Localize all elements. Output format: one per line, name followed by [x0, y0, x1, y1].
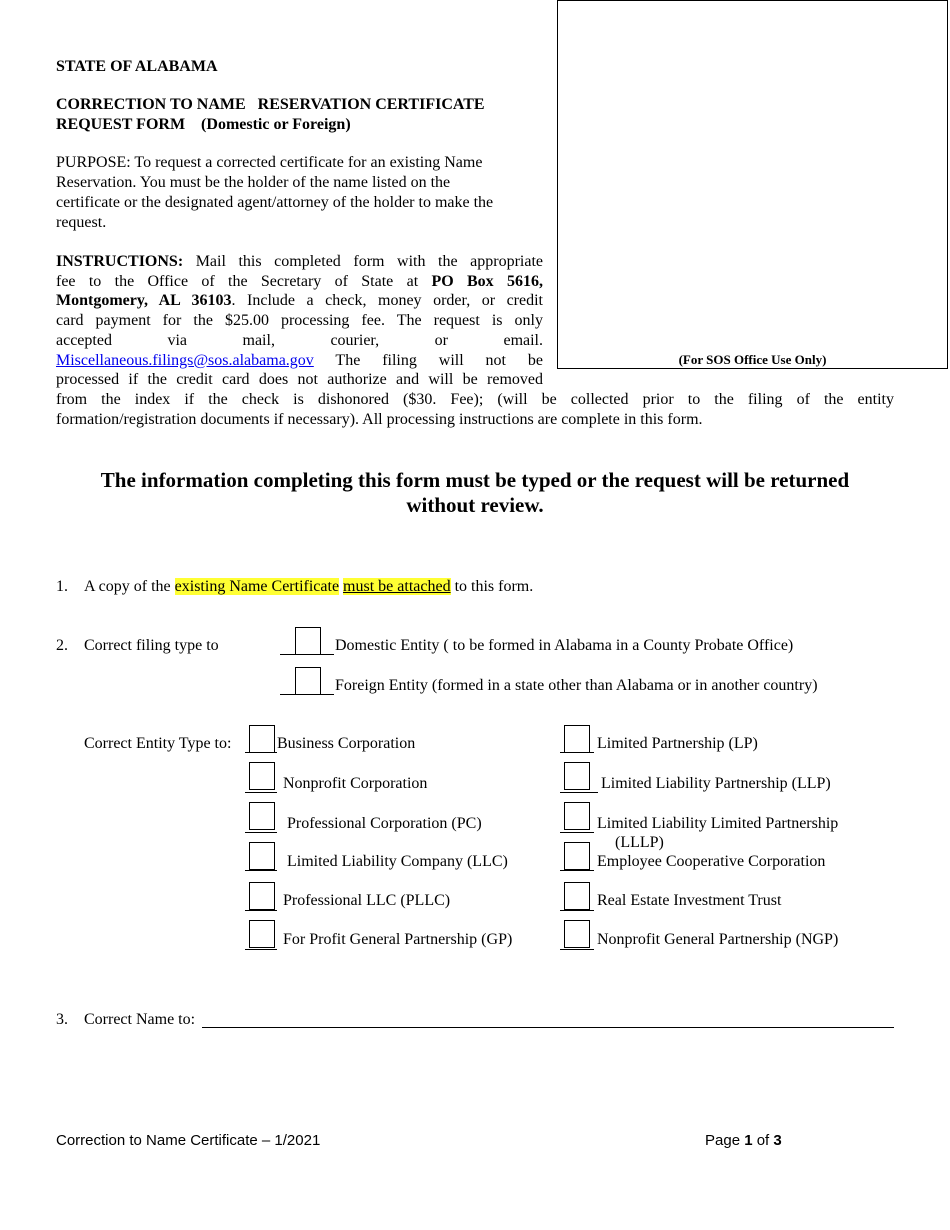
page-indicator: [705, 1131, 782, 1151]
must-be-attached-highlight: must be attached: [343, 578, 451, 595]
purpose-line: PURPOSE: To request a corrected certificate for an existing Name: [56, 154, 483, 171]
correct-name-label: Correct Name to:: [84, 1011, 196, 1028]
instructions-text: formation/registration documents if necessary). All processing instructions are complete in this form.: [56, 410, 703, 428]
instructions-text: from the index if the check is dishonored ($30. Fee); (will be collected prior to the filing of the entity: [56, 390, 894, 408]
instructions-text: fee to the Office of the Secretary of State at: [56, 272, 419, 290]
item-1-number: 1.: [56, 578, 68, 595]
reit-checkbox[interactable]: [564, 882, 590, 910]
nonprofit-corporation-checkbox[interactable]: [249, 762, 275, 790]
correct-name-underline: [202, 1027, 894, 1028]
blank-underline: [560, 832, 594, 833]
purpose-line: request.: [56, 214, 107, 231]
professional-corporation-checkbox[interactable]: [249, 802, 275, 830]
item-3-number: 3.: [56, 1011, 68, 1028]
blank-underline: [560, 870, 594, 871]
page-of: of: [752, 1132, 774, 1149]
item-1-pre: A copy of the: [84, 578, 171, 595]
blank-underline: [245, 792, 277, 793]
blank-underline: [560, 792, 598, 793]
nonprofit-corporation-label: Nonprofit Corporation: [283, 775, 428, 792]
nonprofit-general-partnership-checkbox[interactable]: [564, 920, 590, 948]
general-partnership-label: For Profit General Partnership (GP): [283, 931, 513, 948]
item-2-label: Correct filing type to: [84, 637, 219, 654]
employee-cooperative-checkbox[interactable]: [564, 842, 590, 870]
purpose-paragraph: [56, 153, 526, 233]
instructions-text: card payment for the $25.00 processing fee. The request is only: [56, 312, 543, 330]
foreign-entity-checkbox[interactable]: [295, 667, 321, 695]
footer-form-id: Correction to Name Certificate – 1/2021: [56, 1132, 321, 1149]
address-po-box: PO Box 5616,: [431, 272, 544, 290]
professional-corporation-label: Professional Corporation (PC): [287, 815, 482, 832]
domestic-entity-checkbox[interactable]: [295, 627, 321, 655]
blank-underline: [560, 910, 594, 911]
state-heading: STATE OF ALABAMA: [56, 58, 218, 75]
item-2-number: 2.: [56, 637, 68, 654]
address-city: Montgomery, AL 36103: [56, 292, 232, 310]
form-title-line1: CORRECTION TO NAME RESERVATION CERTIFICATE: [56, 96, 485, 113]
foreign-entity-label: Foreign Entity (formed in a state other than Alabama or in another country): [335, 677, 818, 694]
employee-cooperative-label: Employee Cooperative Corporation: [597, 853, 826, 870]
entity-type-label: Correct Entity Type to:: [84, 735, 232, 752]
business-corporation-label: Business Corporation: [277, 735, 416, 752]
instructions-text: accepted via mail, courier, or email.: [56, 331, 543, 349]
lllp-abbrev: (LLLP): [615, 834, 664, 851]
limited-partnership-label: Limited Partnership (LP): [597, 735, 758, 752]
instructions-text: The filing will not be: [335, 351, 543, 369]
limited-partnership-checkbox[interactable]: [564, 725, 590, 753]
reit-label: Real Estate Investment Trust: [597, 892, 782, 909]
business-corporation-checkbox[interactable]: [249, 725, 275, 753]
lllp-checkbox[interactable]: [564, 802, 590, 830]
lllp-label: Limited Liability Limited Partnership: [597, 815, 839, 832]
instructions-text: . Include a check, money order, or credit: [231, 292, 544, 310]
typed-notice-line: without review.: [406, 493, 544, 517]
page-total: 3: [773, 1132, 782, 1149]
item-1-post: to this form.: [454, 578, 534, 595]
purpose-line: Reservation. You must be the holder of the name listed on the: [56, 174, 451, 191]
instructions-paragraph: [56, 252, 894, 429]
item-1-text: [84, 577, 533, 597]
pllc-label: Professional LLC (PLLC): [283, 892, 451, 909]
domestic-entity-label: Domestic Entity ( to be formed in Alabama in a County Probate Office): [335, 637, 794, 654]
blank-underline: [245, 870, 277, 871]
llp-label: Limited Liability Partnership (LLP): [601, 775, 831, 792]
nonprofit-general-partnership-label: Nonprofit General Partnership (NGP): [597, 931, 839, 948]
blank-underline: [245, 832, 277, 833]
instructions-label: INSTRUCTIONS:: [56, 253, 184, 270]
page-number: 1: [744, 1132, 753, 1149]
email-link[interactable]: Miscellaneous.filings@sos.alabama.gov: [56, 351, 314, 369]
llc-checkbox[interactable]: [249, 842, 275, 870]
llc-label: Limited Liability Company (LLC): [287, 853, 508, 870]
instructions-text: processed if the credit card does not authorize and will be removed: [56, 371, 543, 389]
correct-name-field[interactable]: [204, 1010, 892, 1027]
blank-underline: [245, 910, 277, 911]
form-title-line2: REQUEST FORM (Domestic or Foreign): [56, 116, 351, 133]
page-prefix: Page: [705, 1132, 745, 1149]
existing-certificate-highlight: existing Name Certificate: [174, 578, 340, 595]
typed-notice: [56, 468, 894, 518]
typed-notice-line: The information completing this form must be typed or the request will be returned: [100, 468, 850, 492]
blank-underline: [245, 949, 277, 950]
purpose-line: certificate or the designated agent/attorney of the holder to make the: [56, 194, 494, 211]
pllc-checkbox[interactable]: [249, 882, 275, 910]
blank-underline: [560, 949, 594, 950]
instructions-text: Mail this completed form with the appropriate: [195, 253, 543, 270]
general-partnership-checkbox[interactable]: [249, 920, 275, 948]
llp-checkbox[interactable]: [564, 762, 590, 790]
sos-office-use-label: (For SOS Office Use Only): [678, 352, 827, 367]
